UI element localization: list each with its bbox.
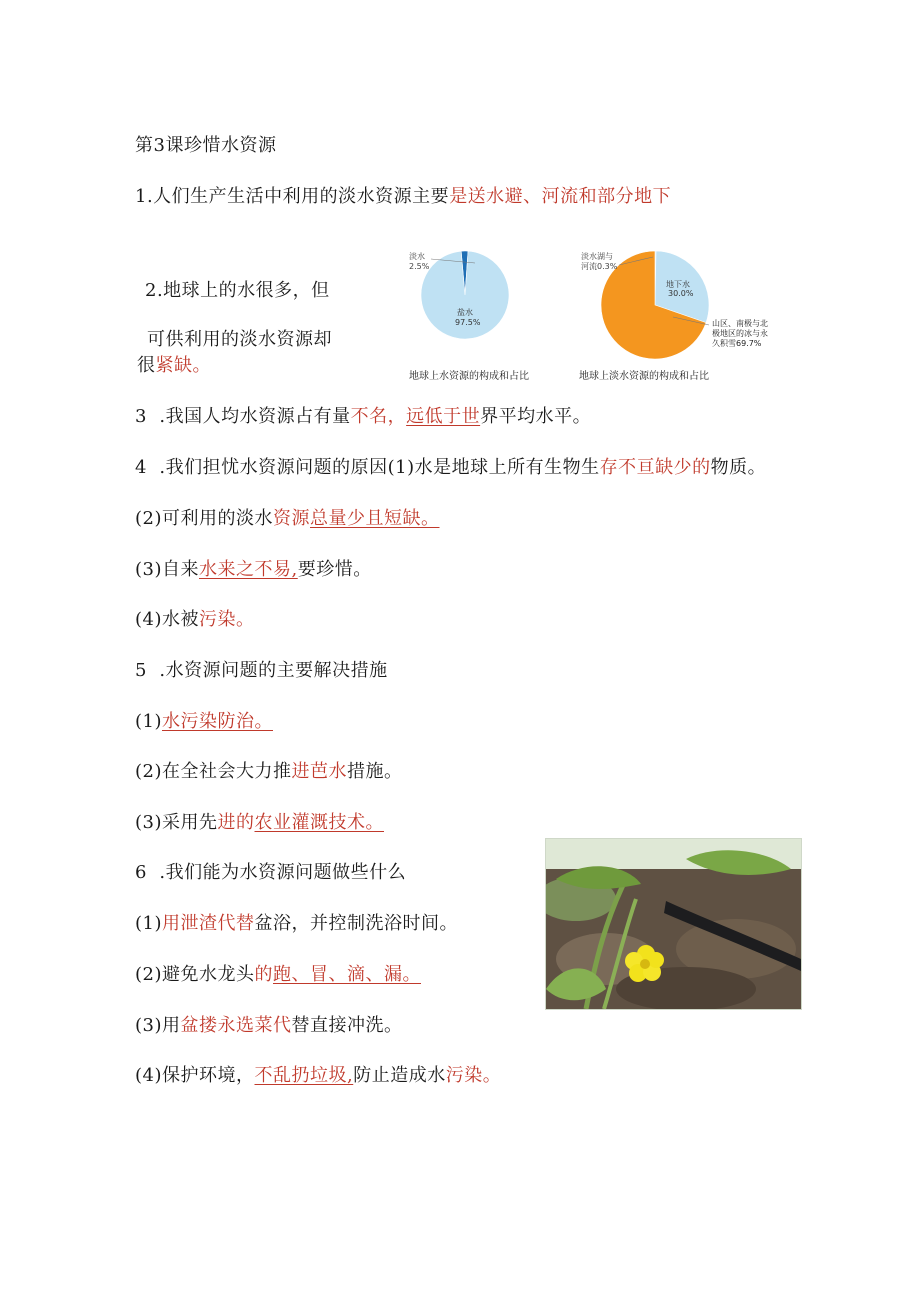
earth-water-pie-svg — [405, 245, 535, 355]
question-4-2-text: (2)可利用的淡水 — [135, 508, 273, 529]
question-4-2-answer-1: 资源 — [273, 508, 310, 529]
question-5-2 — [135, 760, 403, 784]
question-6-4-answer-2: 污染。 — [445, 1065, 502, 1086]
question-6-4 — [135, 1064, 501, 1088]
question-3 — [135, 405, 591, 429]
saltwater-label: 盐水 — [457, 308, 473, 317]
drip-irrigation-photo — [545, 838, 802, 1010]
question-6-3-answer: 盆搂永选菜代 — [180, 1015, 292, 1036]
lake-river-label: 淡水湖与 — [581, 252, 613, 261]
question-3-suffix: 界平均水平。 — [480, 406, 592, 427]
question-6-1-text: (1) — [135, 913, 162, 934]
question-4 — [135, 456, 766, 480]
question-5-1-text: (1) — [135, 711, 162, 732]
question-4-3-suffix: 要珍惜。 — [297, 559, 372, 580]
question-5-3-answer-1: 进的 — [217, 812, 255, 833]
question-4-2 — [135, 507, 440, 531]
freshwater-value: 2.5% — [409, 262, 430, 271]
question-5-2-text: (2)在全社会大力推 — [135, 761, 292, 782]
question-1-answer: 是送水避、河流和部分地下 — [449, 186, 672, 207]
question-4-text: 4 .我们担忧水资源问题的原因(1)水是地球上所有生物生 — [135, 457, 600, 478]
question-1-text: 1.人们生产生活中利用的淡水资源主要 — [135, 186, 450, 207]
question-3-answer-2: 远低于世 — [406, 406, 481, 427]
question-4-4 — [135, 608, 255, 632]
question-4-answer: 存不亘缺少的 — [599, 457, 711, 478]
freshwater-pie-chart — [575, 245, 768, 385]
saltwater-value: 97.5% — [455, 318, 481, 327]
question-4-4-text: (4)水被 — [135, 609, 199, 630]
question-5-2-answer: 进芭水 — [291, 761, 347, 782]
question-5: 5 .水资源问题的主要解决措施 — [135, 660, 388, 681]
question-2-text: 很 — [137, 355, 156, 376]
question-6-4-mid: 防止造成水 — [353, 1065, 446, 1086]
question-6-2-text: (2)避免水龙头 — [135, 964, 255, 985]
ice-snow-label — [712, 319, 768, 349]
lesson-title: 第3课珍惜水资源 — [135, 135, 277, 156]
ice-snow-value: 久积雪69.7% — [712, 339, 762, 348]
question-6-1-suffix: 盆浴，并控制洗浴时间。 — [254, 913, 458, 934]
question-6-1 — [135, 912, 458, 936]
question-6-2-answer-1: 的 — [254, 964, 273, 985]
question-6-1-answer: 用泄渣代替 — [162, 913, 255, 934]
question-2-answer: 紧缺。 — [155, 355, 211, 376]
question-6-4-answer-1: 不乱扔垃圾, — [254, 1065, 354, 1086]
question-4-3 — [135, 558, 372, 582]
groundwater-label: 地下水 — [666, 280, 690, 289]
freshwater-pie-svg — [575, 245, 725, 363]
question-6-3 — [135, 1014, 403, 1038]
question-6-2-answer-2: 跑、冒、滴、漏。 — [273, 964, 421, 985]
question-3-text: 3 .我国人均水资源占有量 — [135, 406, 351, 427]
question-5-1-answer: 水污染防治。 — [162, 711, 273, 732]
question-5-3-answer-2: 农业灌溉技术。 — [254, 812, 384, 833]
lake-river-value: 河流0.3% — [581, 262, 618, 271]
question-4-3-text: (3)自来 — [135, 559, 199, 580]
ice-snow-label-line-2: 极地区的冰与永 — [712, 329, 768, 338]
question-4-4-answer: 污染。 — [199, 609, 255, 630]
question-2-line-2: 可供利用的淡水资源却 — [147, 329, 332, 350]
groundwater-value: 30.0% — [668, 289, 694, 298]
question-6-2 — [135, 963, 421, 987]
question-4-3-answer: 水来之不易, — [199, 559, 298, 580]
question-3-answer-1: 不名， — [350, 406, 407, 427]
question-4-2-answer-2: 总量少且短缺。 — [310, 508, 440, 529]
question-4-suffix: 物质。 — [710, 457, 767, 478]
question-5-2-suffix: 措施。 — [347, 761, 403, 782]
earth-water-pie-chart — [405, 245, 535, 385]
question-6-3-suffix: 替直接冲洗。 — [291, 1015, 403, 1036]
question-5-3-text: (3)采用先 — [135, 812, 218, 833]
question-1 — [135, 185, 671, 209]
drip-irrigation-illustration — [546, 839, 801, 1009]
question-2-line-1: 2.地球上的水很多，但 — [145, 280, 330, 301]
question-5-1 — [135, 710, 273, 734]
question-5-3 — [135, 811, 384, 835]
question-2-line-3 — [137, 354, 211, 378]
ice-snow-label-line-1: 山区、南极与北 — [712, 319, 768, 328]
freshwater-caption: 地球上淡水资源的构成和占比 — [579, 371, 709, 382]
earth-water-caption: 地球上水资源的构成和占比 — [409, 371, 529, 382]
question-6-3-text: (3)用 — [135, 1015, 181, 1036]
question-6-4-text: (4)保护环境， — [135, 1065, 255, 1086]
question-6: 6 .我们能为水资源问题做些什么 — [135, 862, 407, 883]
freshwater-label: 淡水 — [409, 252, 425, 261]
